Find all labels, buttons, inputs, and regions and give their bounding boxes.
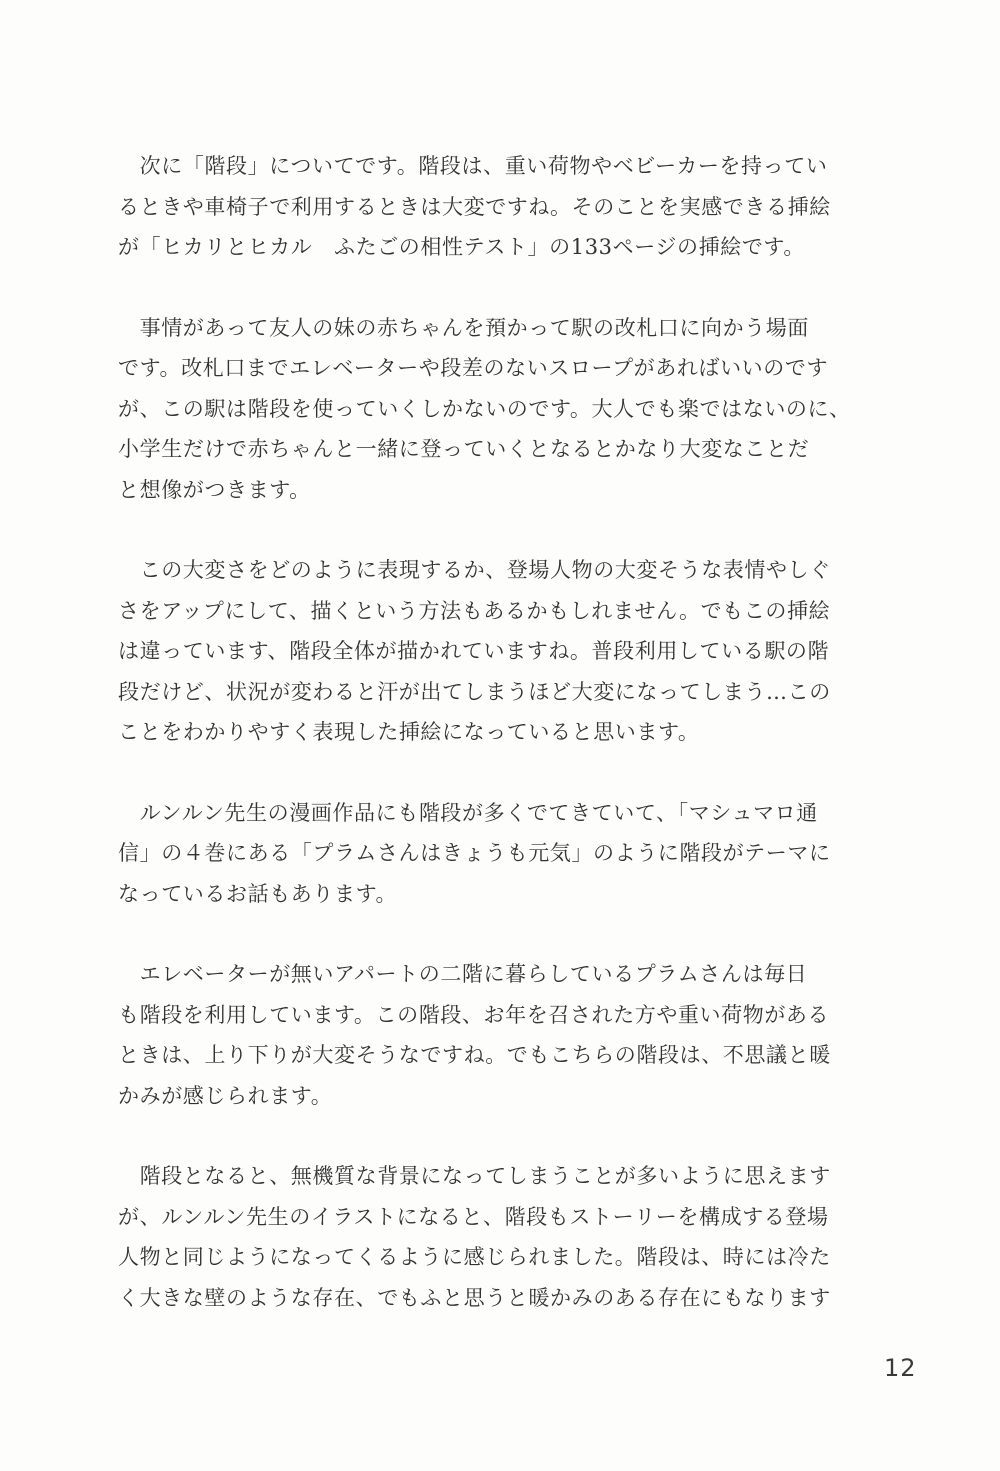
text-line: ときは、上り下りが大変そうなですね。でもこちらの階段は、不思議と暖 bbox=[118, 1043, 831, 1067]
paragraph-4 bbox=[118, 793, 893, 915]
text-line: ことをわかりやすく表現した挿絵になっていると思います。 bbox=[118, 720, 700, 744]
paragraph-3 bbox=[118, 550, 893, 753]
text-line: が「ヒカリとヒカル ふたごの相性テスト」の133ページの挿絵です。 bbox=[118, 235, 805, 259]
text-line: です。改札口までエレベーターや段差のないスロープがあればいいのです bbox=[118, 356, 829, 380]
text-line: エレベーターが無いアパートの二階に暮らしているプラムさんは毎日 bbox=[118, 962, 808, 986]
text-line: 階段となると、無機質な背景になってしまうことが多いように思えます bbox=[118, 1164, 831, 1188]
page-number: 12 bbox=[884, 1354, 917, 1382]
text-line: 人物と同じようになってくるように感じられました。階段は、時には冷た bbox=[118, 1245, 831, 1269]
text-line: と想像がつきます。 bbox=[118, 477, 311, 502]
text-line: 小学生だけで赤ちゃんと一緒に登っていくとなるとかなり大変なことだ bbox=[118, 437, 810, 461]
text-line: 段だけど、状況が変わると汗が出てしまうほど大変になってしまう…この bbox=[118, 679, 831, 704]
paragraph-1 bbox=[118, 146, 893, 268]
text-line: ルンルン先生の漫画作品にも階段が多くでてきていて、「マシュマロ通 bbox=[118, 800, 818, 825]
text-line: るときや車椅子で利用するときは大変ですね。そのことを実感できる挿絵 bbox=[118, 194, 831, 219]
text-line: は違っています、階段全体が描かれていますね。普段利用している駅の階 bbox=[118, 639, 830, 663]
text-line: く大きな壁のような存在、でもふと思うと暖かみのある存在にもなります bbox=[118, 1285, 831, 1310]
text-line: 事情があって友人の妹の赤ちゃんを預かって駅の改札口に向かう場面 bbox=[118, 315, 809, 340]
text-line: 次に「階段」についてです。階段は、重い荷物やベビーカーを持ってい bbox=[118, 154, 828, 178]
text-line: この大変さをどのように表現するか、登場人物の大変そうな表情やしぐ bbox=[118, 558, 831, 582]
text-line: 信」の４巻にある「プラムさんはきょうも元気」のように階段がテーマに bbox=[118, 841, 831, 865]
paragraph-6 bbox=[118, 1156, 893, 1318]
body-text bbox=[118, 146, 893, 1358]
text-line: さをアップにして、描くという方法もあるかもしれません。でもこの挿絵 bbox=[118, 598, 831, 623]
text-line: が、この駅は階段を使っていくしかないのです。大人でも楽ではないのに、 bbox=[118, 396, 851, 421]
text-line: なっているお話もあります。 bbox=[118, 881, 398, 906]
text-line: かみが感じられます。 bbox=[118, 1083, 333, 1108]
text-line: も階段を利用しています。この階段、お年を召された方や重い荷物がある bbox=[118, 1002, 830, 1027]
paragraph-2 bbox=[118, 308, 893, 511]
text-line: が、ルンルン先生のイラストになると、階段もストーリーを構成する登場 bbox=[118, 1204, 829, 1229]
paragraph-5 bbox=[118, 954, 893, 1116]
